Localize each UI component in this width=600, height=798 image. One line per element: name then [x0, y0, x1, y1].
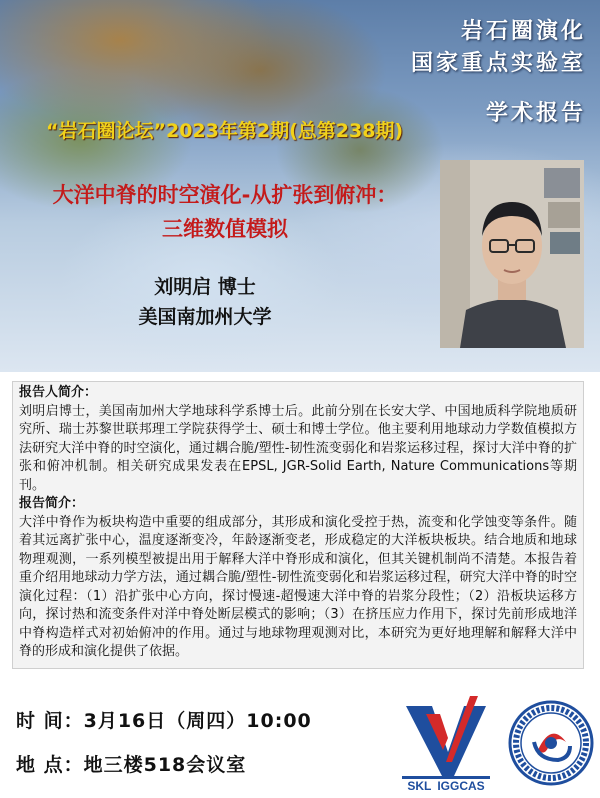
- skl-logo-text-left: SKL: [407, 779, 432, 792]
- event-time: 时 间：3月16日（周四）10:00: [16, 710, 312, 732]
- lab-title-line2: 国家重点实验室: [410, 51, 586, 76]
- speaker-affiliation: 美国南加州大学: [138, 306, 272, 328]
- lab-title-line1: 岩石圈演化: [460, 19, 586, 44]
- description-box: [12, 381, 584, 669]
- header-banner-map: [0, 0, 600, 372]
- bio-heading: 报告人简介：: [19, 385, 98, 400]
- speaker-block: [100, 272, 310, 332]
- lab-title-line3: 学术报告: [485, 101, 586, 126]
- forum-issue: “岩石圈论坛”2023年第2期(总第238期): [46, 120, 404, 142]
- skl-logo-text-right: IGGCAS: [437, 779, 485, 792]
- bio-text: 刘明启博士，美国南加州大学地球科学系博士后。此前分别在长安大学、中国地质科学院地质研究所、瑞士苏黎世联邦理工学院获得学士、硕士和博士学位。他主要利用地球动力学数值模拟方法研究大洋中脊的时空演化，通过耦合脆/塑性-韧性流变弱化和岩浆运移过程，探讨大洋中脊的扩张和俯冲机制。相关研究成果发表在EPSL, JGR-Solid Earth, Nature Communications等期刊。: [19, 403, 577, 493]
- talk-title-line1: 大洋中脊的时空演化-从扩张到俯冲：: [52, 183, 398, 207]
- abstract-heading: 报告简介：: [19, 496, 85, 511]
- speaker-photo: [440, 160, 584, 348]
- svg-text:SKLIGGCAS: [407, 779, 484, 792]
- skl-logo: [396, 692, 496, 792]
- talk-title: [20, 178, 430, 246]
- abstract-text: 大洋中脊作为板块构造中重要的组成部分，其形成和演化受控于热，流变和化学蚀变等条件。随着其远离扩张中心，温度逐渐变冷，年龄逐渐变老，形成稳定的大洋板块板块。结合地质和地球物理观测，一系列模型被提出用于解释大洋中脊形成和演化，但其关键机制尚不清楚。本报告着重介绍用地球动力学方法，通过耦合脆/塑性-韧性流变弱化和岩浆运移过程，研究大洋中脊的时空演化过程：（1）沿扩张中心方向，探讨慢速-超慢速大洋中脊的岩浆分段性；（2）沿板块运移方向，探讨热和流变条件对洋中脊处断层模式的影响；（3）在挤压应力作用下，探讨先前形成地洋中脊构造样式对初始俯冲的作用。通过与地球物理观测对比，本研究为更好地理解和解释大洋中脊的形成和演化提供了依据。: [19, 514, 577, 659]
- event-place: 地 点：地三楼518会议室: [16, 754, 247, 776]
- iggcas-logo: [508, 700, 594, 786]
- talk-title-line2: 三维数值模拟: [162, 217, 288, 241]
- speaker-name: 刘明启 博士: [154, 276, 256, 298]
